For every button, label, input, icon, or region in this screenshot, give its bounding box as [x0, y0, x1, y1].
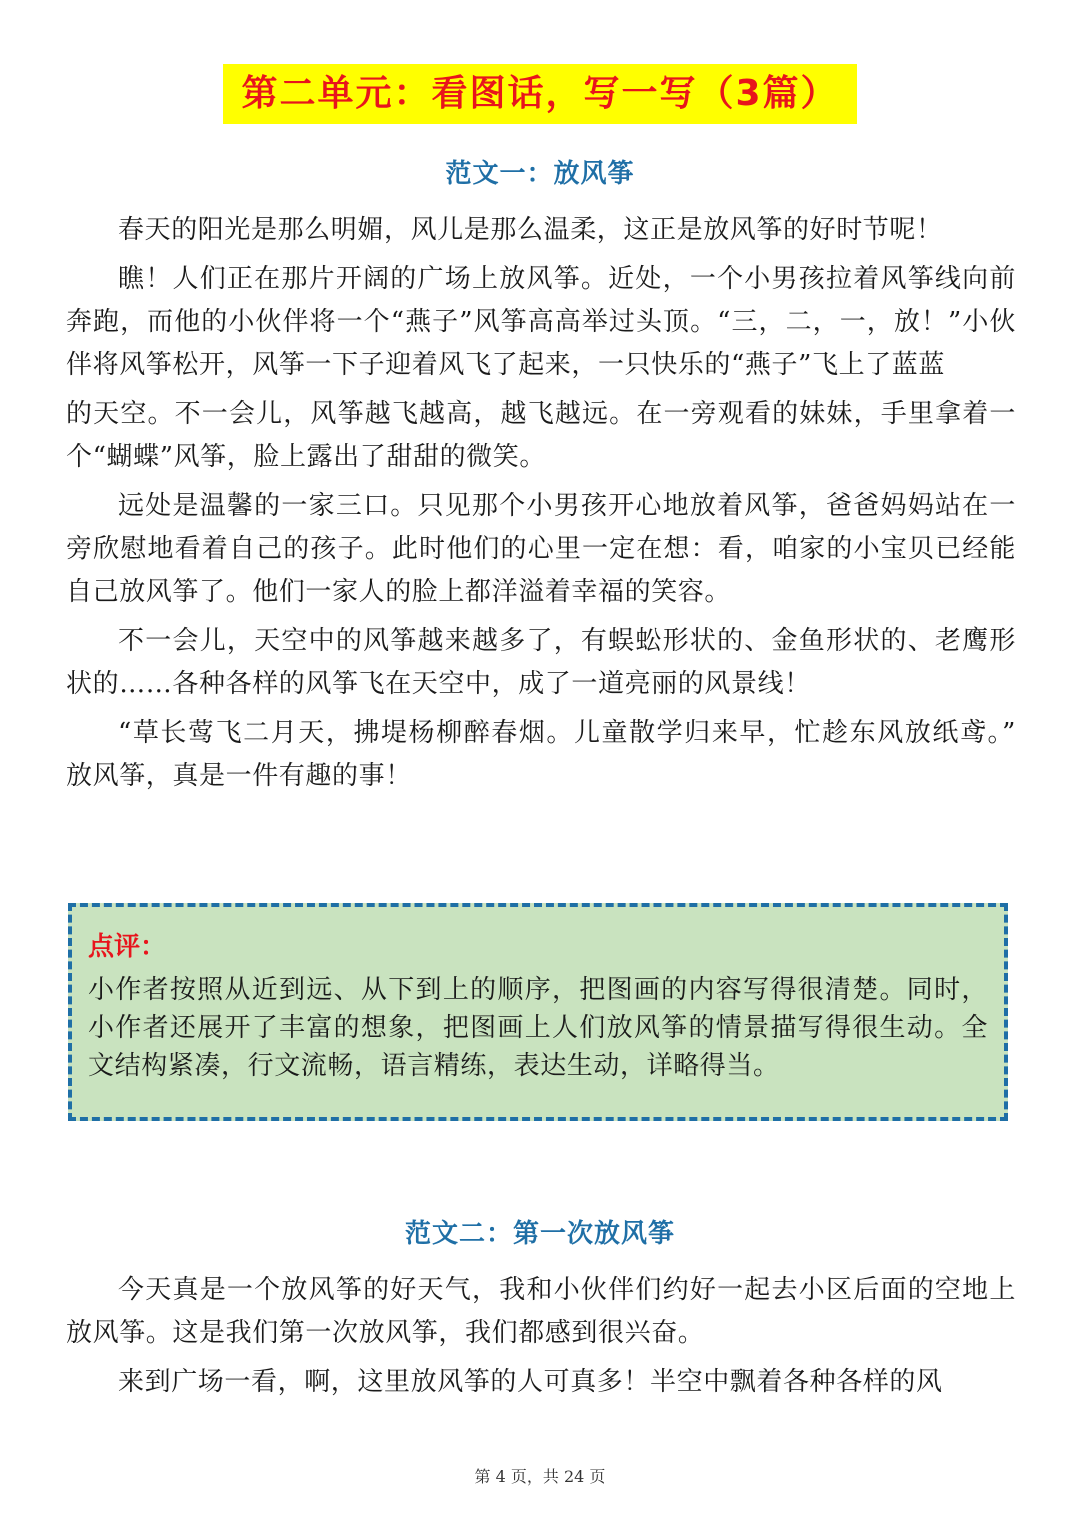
essay2-paragraph: 来到广场一看，啊，这里放风筝的人可真多！半空中飘着各种各样的风: [118, 1367, 943, 1397]
page-title: 第二单元：看图话，写一写（3篇）: [223, 64, 856, 124]
review-label: 点评：: [88, 932, 167, 962]
essay2-body: [66, 1269, 1016, 1410]
essay1-paragraph: 远处是温馨的一家三口。只见那个小男孩开心地放着风筝，爸爸妈妈站在一旁欣慰地看着自己的孩子。此时他们的心里一定在想：看，咱家的小宝贝已经能自己放风筝了。他们一家人的脸上都洋溢着幸福的笑容。: [66, 491, 1016, 607]
page-footer: 第 4 页，共 24 页: [474, 1467, 606, 1486]
essay1-paragraph: “草长莺飞二月天，拂堤杨柳醉春烟。儿童散学归来早，忙趁东风放纸鸢。” 放风筝，真是一件有趣的事！: [66, 718, 1016, 791]
essay1-paragraph: 瞧！人们正在那片开阔的广场上放风筝。近处，一个小男孩拉着风筝线向前奔跑，而他的小伙伴将一个“燕子”风筝高高举过头顶。“三，二，一，放！”小伙伴将风筝松开，风筝一下子迎着风飞了起来，一只快乐的“燕子”飞上了蓝蓝: [66, 264, 1016, 380]
essay1-title: 范文一：放风筝: [445, 159, 635, 189]
essay1-paragraph: 的天空。不一会儿，风筝越飞越高，越飞越远。在一旁观看的妹妹，手里拿着一个“蝴蝶”风筝，脸上露出了甜甜的微笑。: [66, 399, 1016, 472]
essay1-body: [66, 209, 1016, 804]
review-box: [68, 903, 1008, 1121]
essay2-title: 范文二：第一次放风筝: [404, 1219, 675, 1249]
page-title-container: [0, 64, 1080, 124]
essay2-paragraph: 今天真是一个放风筝的好天气，我和小伙伴们约好一起去小区后面的空地上放风筝。这是我们第一次放风筝，我们都感到很兴奋。: [66, 1275, 1016, 1348]
review-text: 小作者按照从近到远、从下到上的顺序，把图画的内容写得很清楚。同时，小作者还展开了丰富的想象，把图画上人们放风筝的情景描写得很生动。全文结构紧凑，行文流畅，语言精练，表达生动，详略得当。: [88, 975, 988, 1081]
essay1-paragraph: 春天的阳光是那么明媚，风儿是那么温柔，这正是放风筝的好时节呢！: [118, 215, 943, 245]
essay1-paragraph: 不一会儿，天空中的风筝越来越多了，有蜈蚣形状的、金鱼形状的、老鹰形状的……各种各样的风筝飞在天空中，成了一道亮丽的风景线！: [66, 626, 1016, 699]
